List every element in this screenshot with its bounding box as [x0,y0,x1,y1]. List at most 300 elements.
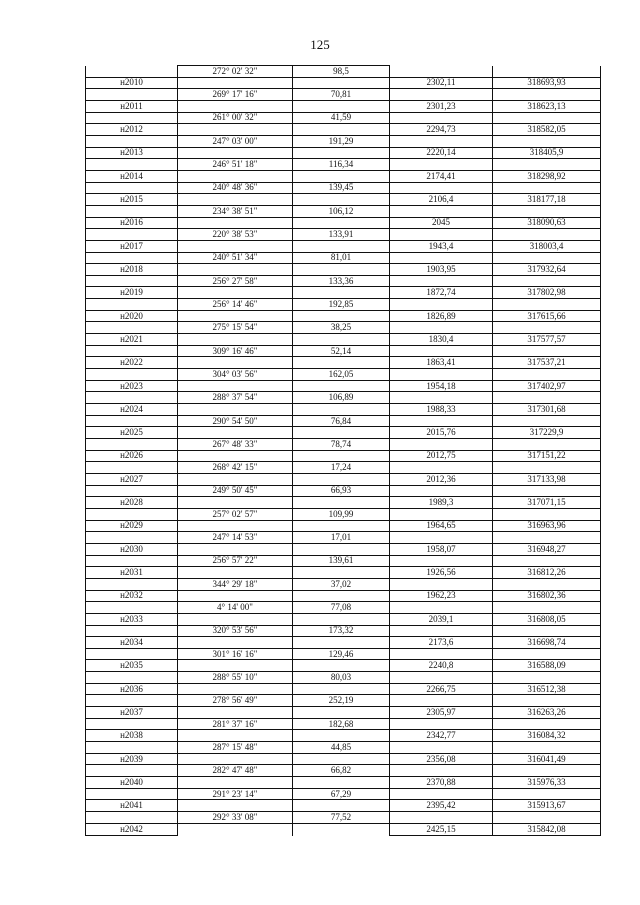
angle-cell-empty [178,590,293,602]
point-row [86,170,601,182]
x-coordinate-cell: 1989,3 [390,497,493,509]
segment-row [86,812,601,824]
segment-row [86,252,601,264]
x-coordinate-cell: 2356,08 [390,753,493,765]
x-coordinate-cell-empty [390,485,493,497]
point-row [86,217,601,229]
x-coordinate-cell-empty [390,555,493,567]
angle-cell-empty [178,124,293,136]
x-coordinate-cell: 2045 [390,217,493,229]
coordinates-table [85,65,601,836]
angle-cell-empty [178,660,293,672]
distance-cell: 139,61 [293,555,390,567]
distance-cell-empty [293,124,390,136]
y-coordinate-cell-empty [493,205,601,217]
x-coordinate-cell: 2342,77 [390,730,493,742]
point-row [86,823,601,835]
angle-cell-empty [178,613,293,625]
distance-cell: 77,08 [293,602,390,614]
angle-cell-empty [178,450,293,462]
point-name-cell: н2028 [86,497,178,509]
x-coordinate-cell: 2173,6 [390,637,493,649]
distance-cell: 37,02 [293,578,390,590]
point-name-cell-empty [86,275,178,287]
y-coordinate-cell: 317133,98 [493,473,601,485]
point-name-cell: н2041 [86,800,178,812]
point-name-cell: н2030 [86,543,178,555]
y-coordinate-cell: 317071,15 [493,497,601,509]
y-coordinate-cell-empty [493,555,601,567]
point-name-cell-empty [86,508,178,520]
y-coordinate-cell-empty [493,602,601,614]
angle-cell-empty [178,170,293,182]
direction-angle-cell: 220° 38' 53" [178,229,293,241]
point-name-cell-empty [86,812,178,824]
x-coordinate-cell-empty [390,252,493,264]
angle-cell-empty [178,823,293,835]
distance-cell-empty [293,567,390,579]
y-coordinate-cell: 318003,4 [493,240,601,252]
y-coordinate-cell: 316698,74 [493,637,601,649]
distance-cell: 66,82 [293,765,390,777]
x-coordinate-cell-empty [390,718,493,730]
distance-cell-empty [293,543,390,555]
y-coordinate-cell-empty [493,135,601,147]
y-coordinate-cell: 318090,63 [493,217,601,229]
y-coordinate-cell-empty [493,392,601,404]
x-coordinate-cell-empty [390,508,493,520]
direction-angle-cell: 249° 50' 45" [178,485,293,497]
y-coordinate-cell-empty [493,322,601,334]
segment-row [86,229,601,241]
distance-cell-empty [293,450,390,462]
distance-cell-empty [293,240,390,252]
direction-angle-cell: 269° 17' 16" [178,89,293,101]
y-coordinate-cell: 316084,32 [493,730,601,742]
distance-cell: 78,74 [293,439,390,451]
direction-angle-cell: 261° 00' 32" [178,112,293,124]
distance-cell-empty [293,194,390,206]
x-coordinate-cell-empty [390,66,493,78]
segment-row [86,788,601,800]
point-row [86,473,601,485]
x-coordinate-cell: 2266,75 [390,683,493,695]
point-name-cell: н2018 [86,264,178,276]
point-name-cell: н2035 [86,660,178,672]
point-row [86,77,601,89]
distance-cell: 66,93 [293,485,390,497]
x-coordinate-cell: 1962,23 [390,590,493,602]
point-name-cell-empty [86,648,178,660]
segment-row [86,742,601,754]
point-name-cell-empty [86,415,178,427]
point-name-cell-empty [86,578,178,590]
point-name-cell-empty [86,345,178,357]
point-row [86,543,601,555]
x-coordinate-cell: 1926,56 [390,567,493,579]
direction-angle-cell: 256° 14' 46" [178,299,293,311]
y-coordinate-cell-empty [493,182,601,194]
segment-row [86,205,601,217]
direction-angle-cell: 287° 15' 48" [178,742,293,754]
distance-cell-empty [293,310,390,322]
distance-cell: 173,32 [293,625,390,637]
angle-cell-empty [178,683,293,695]
distance-cell-empty [293,217,390,229]
point-row [86,590,601,602]
y-coordinate-cell: 318623,13 [493,100,601,112]
point-row [86,194,601,206]
y-coordinate-cell-empty [493,648,601,660]
point-name-cell: н2029 [86,520,178,532]
x-coordinate-cell: 2425,15 [390,823,493,835]
segment-row [86,415,601,427]
y-coordinate-cell: 318693,93 [493,77,601,89]
y-coordinate-cell-empty [493,89,601,101]
point-name-cell: н2017 [86,240,178,252]
x-coordinate-cell: 1964,65 [390,520,493,532]
x-coordinate-cell: 2106,4 [390,194,493,206]
distance-cell-empty [293,660,390,672]
point-row [86,777,601,789]
segment-row [86,392,601,404]
point-name-cell: н2025 [86,427,178,439]
y-coordinate-cell: 318582,05 [493,124,601,136]
direction-angle-cell: 288° 55' 10" [178,672,293,684]
point-name-cell: н2032 [86,590,178,602]
direction-angle-cell: 240° 51' 34" [178,252,293,264]
distance-cell-empty [293,427,390,439]
y-coordinate-cell-empty [493,462,601,474]
angle-cell-empty [178,404,293,416]
x-coordinate-cell-empty [390,369,493,381]
point-name-cell: н2015 [86,194,178,206]
x-coordinate-cell-empty [390,812,493,824]
x-coordinate-cell: 1943,4 [390,240,493,252]
x-coordinate-cell-empty [390,182,493,194]
point-name-cell: н2022 [86,357,178,369]
x-coordinate-cell-empty [390,578,493,590]
distance-cell: 182,68 [293,718,390,730]
point-name-cell-empty [86,159,178,171]
y-coordinate-cell-empty [493,66,601,78]
distance-cell: 139,45 [293,182,390,194]
angle-cell-empty [178,777,293,789]
point-name-cell-empty [86,135,178,147]
point-name-cell-empty [86,788,178,800]
distance-cell-empty [293,497,390,509]
direction-angle-cell: 256° 57' 22" [178,555,293,567]
point-row [86,404,601,416]
distance-cell: 67,29 [293,788,390,800]
distance-cell: 129,46 [293,648,390,660]
point-name-cell: н2038 [86,730,178,742]
x-coordinate-cell: 2305,97 [390,707,493,719]
distance-cell: 109,99 [293,508,390,520]
point-name-cell-empty [86,742,178,754]
y-coordinate-cell: 317229,9 [493,427,601,439]
y-coordinate-cell: 316512,38 [493,683,601,695]
distance-cell-empty [293,800,390,812]
segment-row [86,695,601,707]
y-coordinate-cell-empty [493,299,601,311]
y-coordinate-cell: 316808,05 [493,613,601,625]
point-row [86,310,601,322]
distance-cell: 133,36 [293,275,390,287]
point-name-cell: н2039 [86,753,178,765]
point-name-cell-empty [86,695,178,707]
segment-row [86,439,601,451]
point-name-cell-empty [86,602,178,614]
x-coordinate-cell-empty [390,695,493,707]
x-coordinate-cell: 2294,73 [390,124,493,136]
angle-cell-empty [178,427,293,439]
angle-cell-empty [178,730,293,742]
x-coordinate-cell: 2370,88 [390,777,493,789]
direction-angle-cell: 320° 53' 56" [178,625,293,637]
y-coordinate-cell-empty [493,345,601,357]
segment-row [86,485,601,497]
distance-cell-empty [293,287,390,299]
y-coordinate-cell: 317802,98 [493,287,601,299]
angle-cell-empty [178,310,293,322]
x-coordinate-cell-empty [390,439,493,451]
x-coordinate-cell: 1872,74 [390,287,493,299]
distance-cell-empty [293,777,390,789]
point-name-cell: н2011 [86,100,178,112]
angle-cell-empty [178,240,293,252]
x-coordinate-cell-empty [390,229,493,241]
point-row [86,497,601,509]
x-coordinate-cell-empty [390,392,493,404]
angle-cell-empty [178,800,293,812]
point-row [86,357,601,369]
y-coordinate-cell-empty [493,415,601,427]
distance-cell: 116,34 [293,159,390,171]
x-coordinate-cell-empty [390,275,493,287]
direction-angle-cell: 344° 29' 18" [178,578,293,590]
point-name-cell: н2027 [86,473,178,485]
y-coordinate-cell: 318177,18 [493,194,601,206]
point-name-cell-empty [86,252,178,264]
angle-cell-empty [178,147,293,159]
point-name-cell-empty [86,369,178,381]
distance-cell-empty [293,380,390,392]
segment-row [86,275,601,287]
point-row [86,520,601,532]
direction-angle-cell: 246° 51' 18" [178,159,293,171]
distance-cell-empty [293,473,390,485]
y-coordinate-cell: 315842,08 [493,823,601,835]
point-name-cell: н2024 [86,404,178,416]
y-coordinate-cell: 317577,57 [493,334,601,346]
y-coordinate-cell-empty [493,578,601,590]
point-name-cell: н2016 [86,217,178,229]
point-name-cell-empty [86,718,178,730]
y-coordinate-cell: 316948,27 [493,543,601,555]
angle-cell-empty [178,753,293,765]
segment-row [86,625,601,637]
distance-cell: 252,19 [293,695,390,707]
point-name-cell: н2037 [86,707,178,719]
y-coordinate-cell: 316802,36 [493,590,601,602]
point-name-cell-empty [86,439,178,451]
distance-cell-empty [293,100,390,112]
y-coordinate-cell-empty [493,252,601,264]
point-row [86,730,601,742]
distance-cell-empty [293,683,390,695]
x-coordinate-cell-empty [390,345,493,357]
point-row [86,660,601,672]
y-coordinate-cell: 316812,26 [493,567,601,579]
angle-cell-empty [178,567,293,579]
distance-cell-empty [293,77,390,89]
direction-angle-cell: 304° 03' 56" [178,369,293,381]
angle-cell-empty [178,334,293,346]
y-coordinate-cell-empty [493,765,601,777]
x-coordinate-cell: 2301,23 [390,100,493,112]
point-name-cell: н2034 [86,637,178,649]
direction-angle-cell: 301° 16' 16" [178,648,293,660]
distance-cell: 80,03 [293,672,390,684]
point-name-cell-empty [86,765,178,777]
distance-cell: 52,14 [293,345,390,357]
point-row [86,427,601,439]
direction-angle-cell: 256° 27' 58" [178,275,293,287]
angle-cell-empty [178,637,293,649]
x-coordinate-cell-empty [390,112,493,124]
y-coordinate-cell-empty [493,625,601,637]
direction-angle-cell: 281° 37' 16" [178,718,293,730]
segment-row [86,602,601,614]
distance-cell-empty [293,753,390,765]
point-row [86,334,601,346]
x-coordinate-cell: 1826,89 [390,310,493,322]
x-coordinate-cell-empty [390,765,493,777]
point-name-cell-empty [86,299,178,311]
point-row [86,450,601,462]
point-name-cell: н2026 [86,450,178,462]
y-coordinate-cell-empty [493,742,601,754]
x-coordinate-cell: 1954,18 [390,380,493,392]
y-coordinate-cell: 317537,21 [493,357,601,369]
distance-cell-empty [293,823,390,835]
segment-row [86,578,601,590]
distance-cell-empty [293,520,390,532]
y-coordinate-cell-empty [493,508,601,520]
point-name-cell-empty [86,66,178,78]
point-name-cell-empty [86,485,178,497]
x-coordinate-cell: 1903,95 [390,264,493,276]
point-name-cell: н2010 [86,77,178,89]
segment-row [86,672,601,684]
direction-angle-cell: 247° 14' 53" [178,532,293,544]
x-coordinate-cell-empty [390,159,493,171]
angle-cell-empty [178,77,293,89]
segment-row [86,345,601,357]
y-coordinate-cell-empty [493,788,601,800]
distance-cell: 133,91 [293,229,390,241]
direction-angle-cell: 291° 23' 14" [178,788,293,800]
page-number: 125 [310,37,330,52]
direction-angle-cell: 257° 02' 57" [178,508,293,520]
angle-cell-empty [178,100,293,112]
segment-row [86,159,601,171]
point-name-cell-empty [86,229,178,241]
distance-cell-empty [293,170,390,182]
y-coordinate-cell-empty [493,485,601,497]
point-row [86,287,601,299]
y-coordinate-cell: 317402,97 [493,380,601,392]
point-row [86,753,601,765]
distance-cell: 17,01 [293,532,390,544]
segment-row [86,112,601,124]
direction-angle-cell: 288° 37' 54" [178,392,293,404]
point-name-cell-empty [86,89,178,101]
point-name-cell: н2042 [86,823,178,835]
distance-cell: 77,52 [293,812,390,824]
point-name-cell-empty [86,322,178,334]
distance-cell-empty [293,334,390,346]
direction-angle-cell: 272° 02' 32" [178,66,293,78]
distance-cell-empty [293,707,390,719]
x-coordinate-cell: 2039,1 [390,613,493,625]
point-row [86,240,601,252]
point-row [86,264,601,276]
point-name-cell: н2023 [86,380,178,392]
angle-cell-empty [178,264,293,276]
distance-cell: 38,25 [293,322,390,334]
y-coordinate-cell: 317932,64 [493,264,601,276]
point-name-cell-empty [86,532,178,544]
direction-angle-cell: 240° 48' 36" [178,182,293,194]
distance-cell: 81,01 [293,252,390,264]
x-coordinate-cell-empty [390,89,493,101]
x-coordinate-cell: 2012,36 [390,473,493,485]
distance-cell-empty [293,147,390,159]
direction-angle-cell: 275° 15' 54" [178,322,293,334]
point-name-cell: н2020 [86,310,178,322]
y-coordinate-cell: 316963,96 [493,520,601,532]
y-coordinate-cell: 315913,67 [493,800,601,812]
x-coordinate-cell-empty [390,415,493,427]
direction-angle-cell: 290° 54' 50" [178,415,293,427]
y-coordinate-cell-empty [493,229,601,241]
x-coordinate-cell-empty [390,602,493,614]
x-coordinate-cell: 1863,41 [390,357,493,369]
point-name-cell-empty [86,672,178,684]
distance-cell-empty [293,404,390,416]
direction-angle-cell: 282° 47' 48" [178,765,293,777]
y-coordinate-cell: 317151,22 [493,450,601,462]
segment-row [86,462,601,474]
segment-row [86,765,601,777]
x-coordinate-cell-empty [390,648,493,660]
segment-row [86,135,601,147]
y-coordinate-cell-empty [493,672,601,684]
y-coordinate-cell: 315976,33 [493,777,601,789]
segment-row [86,508,601,520]
angle-cell-empty [178,194,293,206]
point-name-cell-empty [86,555,178,567]
segment-row [86,322,601,334]
y-coordinate-cell: 317615,66 [493,310,601,322]
distance-cell: 192,85 [293,299,390,311]
point-name-cell: н2036 [86,683,178,695]
direction-angle-cell: 278° 56' 49" [178,695,293,707]
x-coordinate-cell-empty [390,532,493,544]
direction-angle-cell: 309° 16' 46" [178,345,293,357]
